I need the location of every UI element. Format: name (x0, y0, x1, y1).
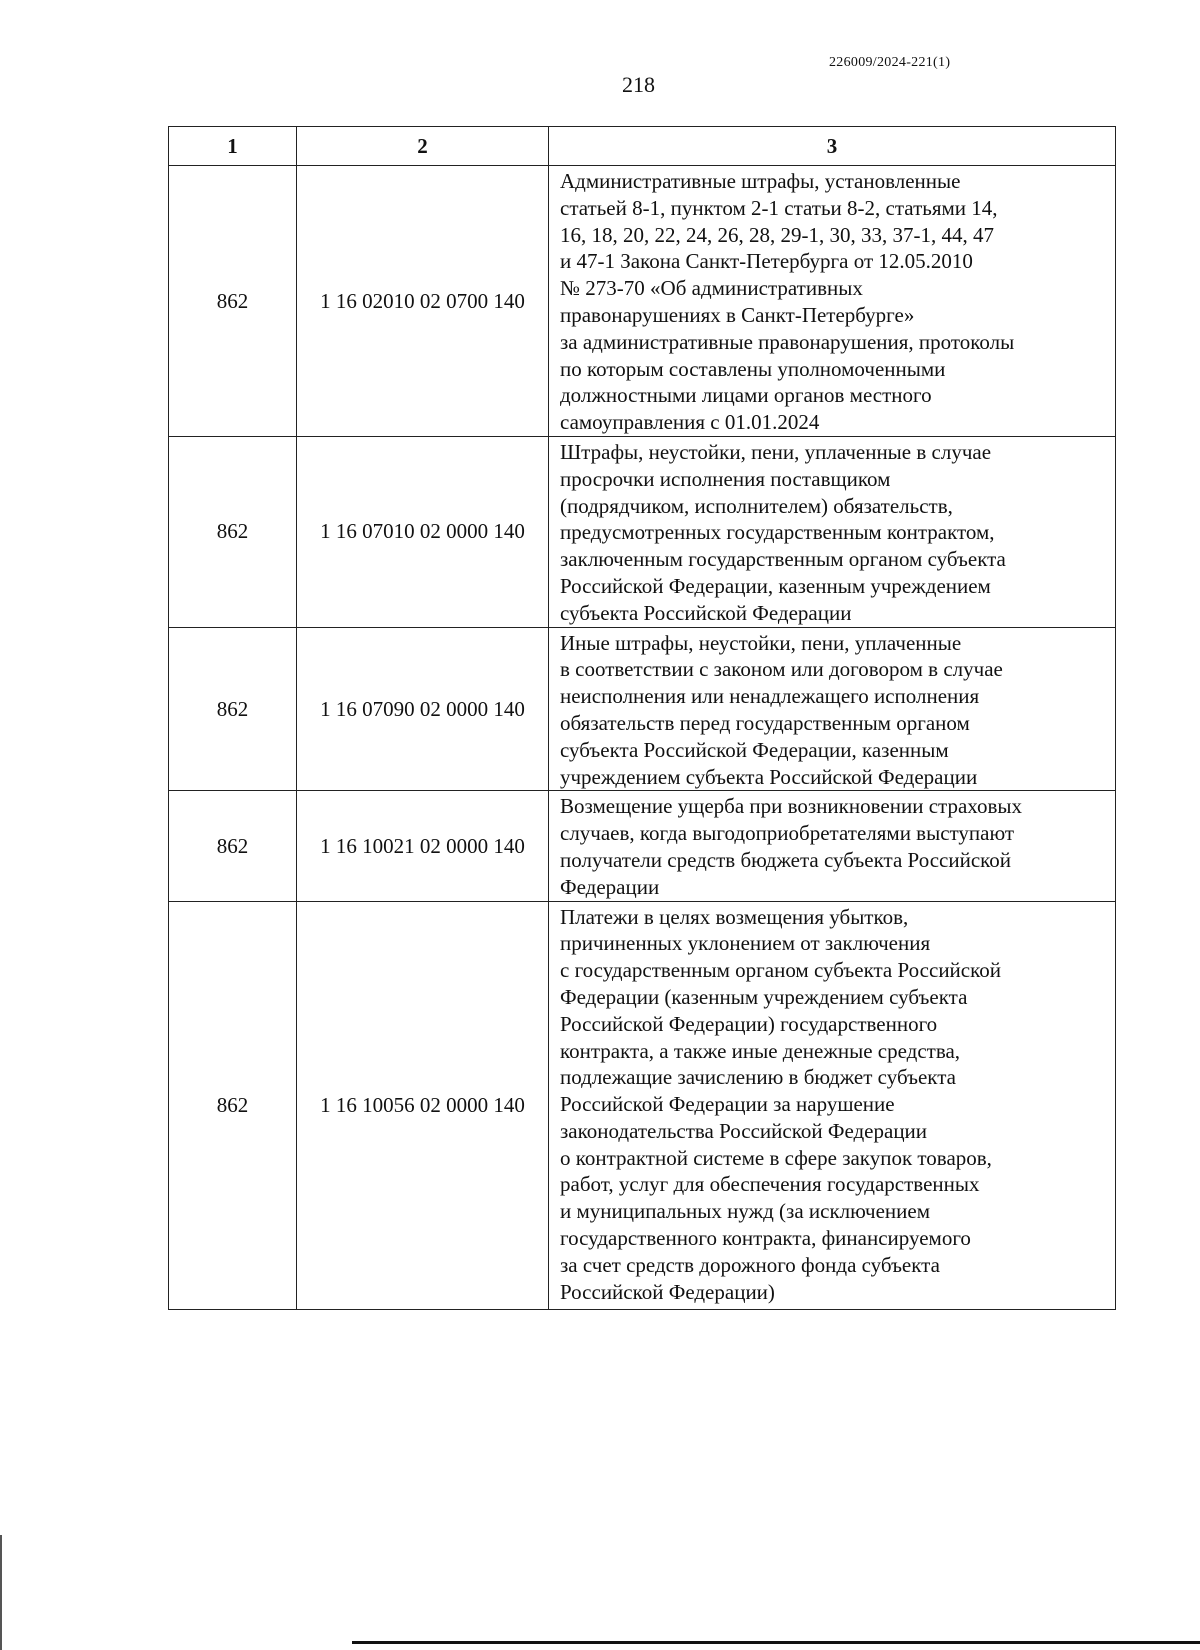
budget-code-cell: 1 16 07090 02 0000 140 (297, 627, 549, 791)
description-cell: Штрафы, неустойки, пени, уплаченные в случае просрочки исполнения поставщиком (подрядчиком, исполнителем) обязательств, предусмотренных государственным контрактом, заключенным государственным органом субъекта Российской Федерации, казенным учреждением субъекта Российской Федерации (549, 436, 1116, 627)
column-header-1: 1 (169, 127, 297, 166)
page-number: 218 (622, 72, 655, 97)
admin-code-cell: 862 (169, 627, 297, 791)
budget-code-cell: 1 16 07010 02 0000 140 (297, 436, 549, 627)
scan-bottom-line (352, 1641, 1200, 1644)
table-row (169, 901, 1116, 1309)
budget-code-cell: 1 16 10056 02 0000 140 (297, 901, 549, 1309)
admin-code-cell: 862 (169, 436, 297, 627)
description-cell: Административные штрафы, установленные статьей 8-1, пунктом 2-1 статьи 8-2, статьями 14, 16, 18, 20, 22, 24, 26, 28, 29-1, 30, 33, 37-1, 44, 47 и 47-1 Закона Санкт-Петербурга от 12.05.2010 № 273-70 «Об административных правонарушениях в Санкт-Петербурге» за административные правонарушения, протоколы по которым составлены уполномоченными должностными лицами органов местного самоуправления с 01.01.2024 (549, 166, 1116, 437)
budget-codes-table (168, 126, 1116, 1310)
admin-code-cell: 862 (169, 791, 297, 901)
admin-code-cell: 862 (169, 901, 297, 1309)
description-cell: Иные штрафы, неустойки, пени, уплаченные в соответствии с законом или договором в случае неисполнения или ненадлежащего исполнения обязательств перед государственным органом субъекта Российской Федерации, казенным учреждением субъекта Российской Федерации (549, 627, 1116, 791)
admin-code-cell: 862 (169, 166, 297, 437)
table-row (169, 166, 1116, 437)
column-header-2: 2 (297, 127, 549, 166)
column-header-3: 3 (549, 127, 1116, 166)
budget-code-cell: 1 16 10021 02 0000 140 (297, 791, 549, 901)
table-row (169, 791, 1116, 901)
description-cell: Платежи в целях возмещения убытков, причиненных уклонением от заключения с государственным органом субъекта Российской Федерации (казенным учреждением субъекта Российской Федерации) государственного контракта, а также иные денежные средства, подлежащие зачислению в бюджет субъекта Российской Федерации за нарушение законодательства Российской Федерации о контрактной системе в сфере закупок товаров, работ, услуг для обеспечения государственных и муниципальных нужд (за исключением государственного контракта, финансируемого за счет средств дорожного фонда субъекта Российской Федерации) (549, 901, 1116, 1309)
table-row (169, 436, 1116, 627)
description-cell: Возмещение ущерба при возникновении страховых случаев, когда выгодоприобретателями выступают получатели средств бюджета субъекта Российской Федерации (549, 791, 1116, 901)
table-row (169, 627, 1116, 791)
document-number: 226009/2024-221(1) (829, 55, 951, 70)
budget-code-cell: 1 16 02010 02 0700 140 (297, 166, 549, 437)
scan-edge-mark (0, 1535, 2, 1650)
table-header-row (169, 127, 1116, 166)
